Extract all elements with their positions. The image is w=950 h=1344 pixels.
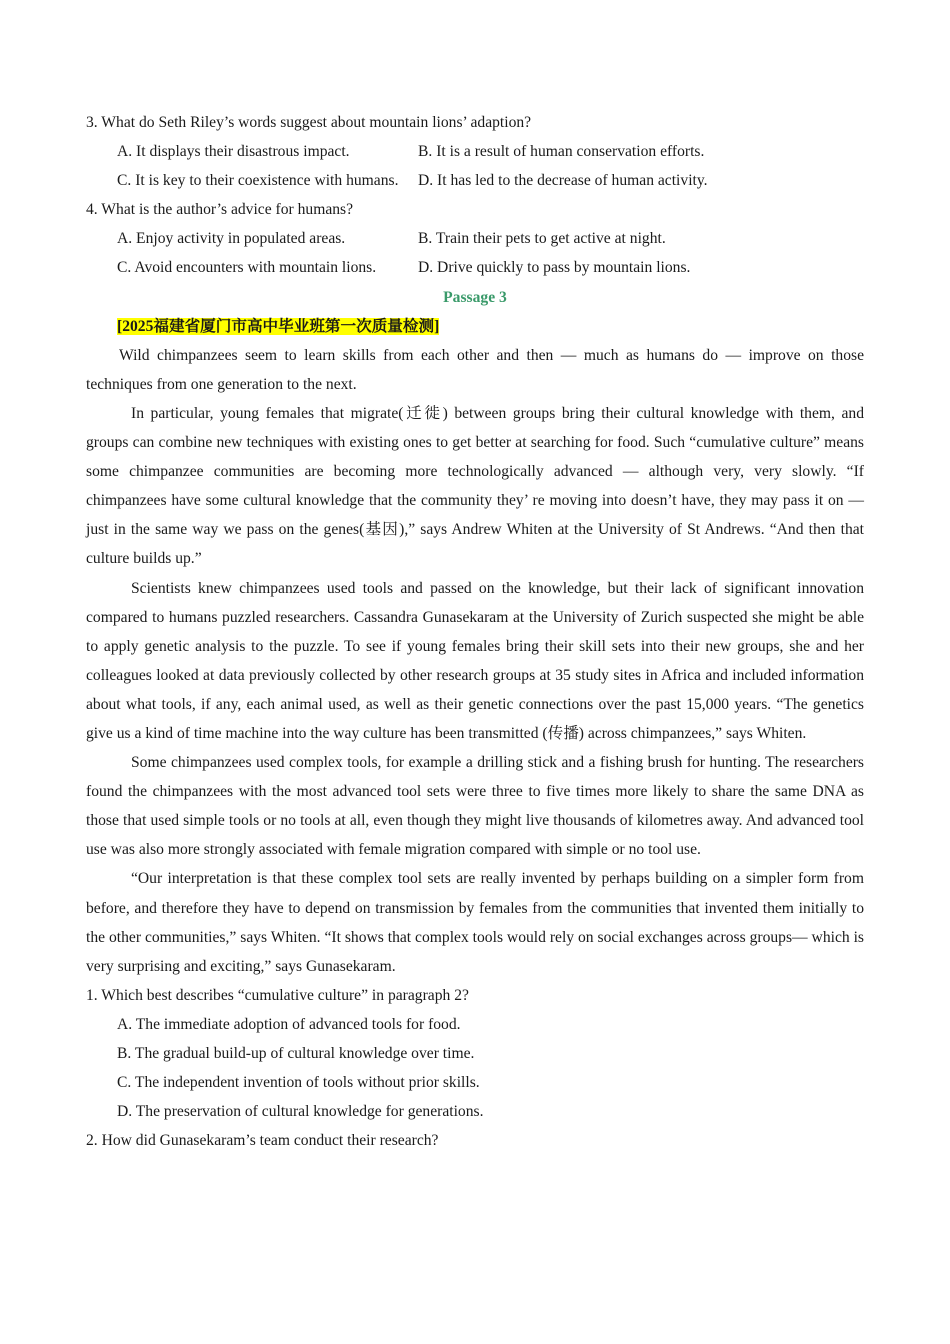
option-a: A. Enjoy activity in populated areas.	[117, 230, 346, 248]
passage-paragraph-3: Scientists knew chimpanzees used tools and passed on the knowledge, but their lack of significant innovation compared to humans puzzled researchers. Cassandra Gunasekaram at the University of Zurich suspected she might be able to apply genetic analysis to the puzzle. To see if young females bring their skill sets into their new groups, she and her colleagues looked at data previously collected by other research groups at 35 study sites in Africa and included information about what tools, if any, each animal used, as well as their genetic connections over the past 15,000 years. “The genetics give us a kind of time machine into the way culture has been transmitted (传播) across chimpanzees,” says Whiten.	[86, 579, 864, 742]
document-page	[86, 108, 864, 1155]
option-a: A. It displays their disastrous impact.	[117, 143, 350, 161]
passage-paragraph-4: Some chimpanzees used complex tools, for example a drilling stick and a fishing brush for hunting. The researchers found the chimpanzees with the most advanced tool sets were three to five times more likely to share the same DNA as those that used simple tools or no tools at all, even though they might live thousands of kilometres away. And advanced tool use was also more strongly associated with female migration compared with simple or no tool use.	[86, 754, 864, 859]
passage-paragraph-2: In particular, young females that migrate(迁徙) between groups bring their cultural knowledge with them, and groups can combine new techniques with existing ones to get better at searching for food. Such “cumulative culture” means some chimpanzee communities are becoming more technologically advanced — although very, very slowly. “If chimpanzees have some cultural knowledge that the community they’ re moving into doesn’t have, they may pass it on — just in the same way we pass on the genes(基因),” says Andrew Whiten at the University of St Andrews. “And then that culture builds up.”	[86, 404, 864, 568]
question-1-stem: 1. Which best describes “cumulative culture” in paragraph 2?	[86, 986, 469, 1004]
question-3-stem: 3. What do Seth Riley’s words suggest about mountain lions’ adaption?	[86, 114, 532, 131]
option-c: C. Avoid encounters with mountain lions.	[117, 259, 377, 277]
option-b: B. It is a result of human conservation efforts.	[418, 143, 705, 161]
question-4-options-row-1	[86, 224, 864, 253]
passage-source-highlight: [2025福建省厦门市高中毕业班第一次质量检测]	[117, 317, 440, 335]
passage-paragraph-5: “Our interpretation is that these complex tool sets are really invented by perhaps building on a simpler form from before, and therefore they have to depend on transmission by females from the communities that invented them initially to the other communities,” says Whiten. “It shows that complex tools would rely on social exchanges across groups— which is very surprising and exciting,” says Gunasekaram.	[86, 870, 864, 975]
passage-source	[86, 312, 864, 341]
passage-title: Passage 3	[443, 288, 507, 306]
option-c: C. It is key to their coexistence with humans.	[117, 172, 399, 190]
option-b: B. Train their pets to get active at night.	[418, 230, 666, 248]
passage-paragraph-1: Wild chimpanzees seem to learn skills from each other and then — much as humans do — improve on those techniques from one generation to the next.	[86, 346, 864, 393]
question-1-option-a: A. The immediate adoption of advanced tools for food.	[117, 1015, 461, 1033]
question-1-option-c: C. The independent invention of tools without prior skills.	[117, 1074, 480, 1092]
option-d: D. It has led to the decrease of human activity.	[418, 172, 708, 190]
question-4-options-row-2	[86, 253, 864, 282]
question-3-options-row-1	[86, 137, 864, 166]
question-3-options-row-2	[86, 166, 864, 195]
question-1-option-b: B. The gradual build-up of cultural knowledge over time.	[117, 1045, 475, 1062]
question-2-stem: 2. How did Gunasekaram’s team conduct their research?	[86, 1132, 439, 1150]
question-1-option-d: D. The preservation of cultural knowledge for generations.	[117, 1103, 484, 1121]
option-d: D. Drive quickly to pass by mountain lions.	[418, 259, 691, 277]
question-4-stem: 4. What is the author’s advice for humans?	[86, 201, 354, 219]
